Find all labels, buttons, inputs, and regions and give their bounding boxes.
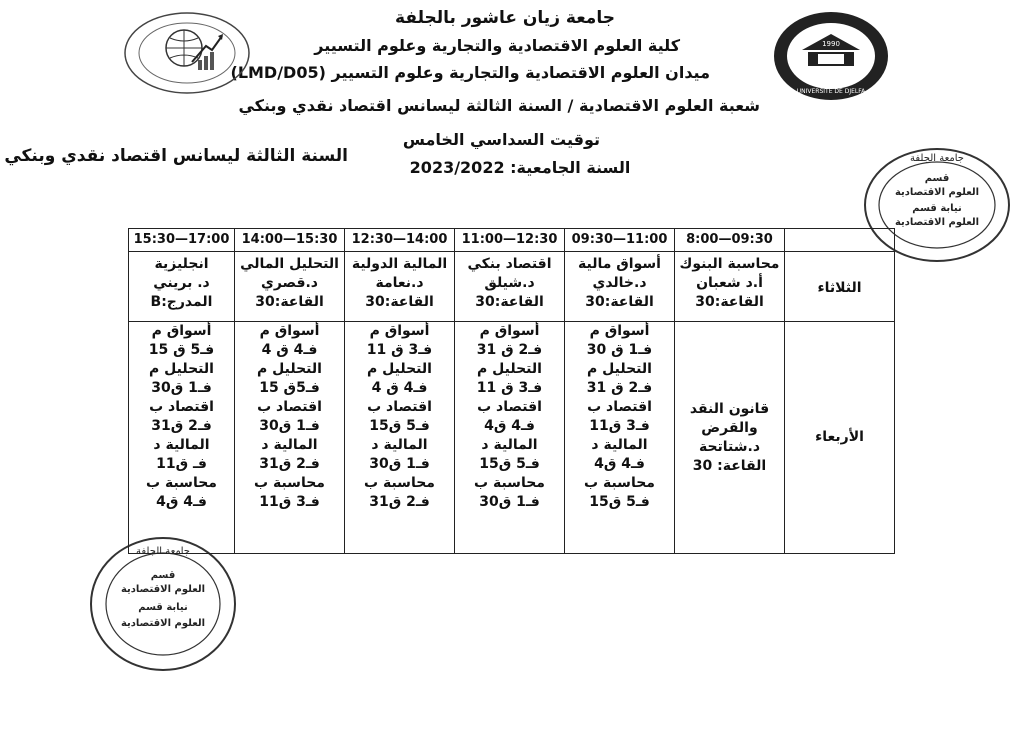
svg-text:العلوم الاقتصادية: العلوم الاقتصادية <box>120 584 206 595</box>
class-cell: محاسبة البنوك أ.د شعبان القاعة:30 <box>675 252 785 322</box>
class-cell-fixed: قانون النقد والقرض د.شتاتحة القاعة: 30 <box>675 322 785 554</box>
time-slot: 15:30—14:00 <box>235 229 345 252</box>
class-cell: التحليل المالي د.قصري القاعة:30 <box>235 252 345 322</box>
schedule-table <box>128 228 895 554</box>
svg-text:نيابة قسم: نيابة قسم <box>912 203 962 214</box>
svg-text:جامعة الجلفة: جامعة الجلفة <box>136 546 190 557</box>
seal-caption: UNIVERSITÉ DE DJELFA <box>796 88 866 95</box>
svg-text:العلوم الاقتصادية: العلوم الاقتصادية <box>894 187 980 198</box>
group-rotation-cell: أسواق م فـ4 ق 4 التحليل م فـ5ق 15 اقتصاد ب فـ1 ق30 المالية د فـ2 ق31 محاسبة ب فـ3 ق11 <box>235 322 345 554</box>
academic-year: السنة الجامعية: 2023/2022 <box>409 158 631 177</box>
department-stamp-left <box>88 534 238 674</box>
time-slot: 12:30—11:00 <box>455 229 565 252</box>
university-seal-logo <box>772 10 890 102</box>
university-name: جامعة زيان عاشور بالجلفة <box>395 8 615 28</box>
svg-text:قسم: قسم <box>150 570 176 581</box>
time-slot: 17:00—15:30 <box>129 229 235 252</box>
schedule-title: توقيت السداسي الخامس <box>402 130 600 149</box>
day-wednesday: الأربعاء <box>785 322 895 554</box>
day-tuesday: الثلاثاء <box>785 252 895 322</box>
svg-text:العلوم الاقتصادية: العلوم الاقتصادية <box>120 618 206 629</box>
time-slot: 09:30—8:00 <box>675 229 785 252</box>
svg-text:جامعة الجلفة: جامعة الجلفة <box>910 153 964 164</box>
group-rotation-cell: أسواق م فـ5 ق 15 التحليل م فـ1 ق30 اقتصاد ب فـ2 ق31 المالية د فـ ق11 محاسبة ب فـ4 ق4 <box>129 322 235 554</box>
faculty-name: كلية العلوم الاقتصادية والتجارية وعلوم التسيير <box>314 36 680 55</box>
svg-text:العلوم الاقتصادية: العلوم الاقتصادية <box>894 217 980 228</box>
class-cell: انجليزية د. بريني المدرج:B <box>129 252 235 322</box>
domain-line: ميدان العلوم الاقتصادية والتجارية وعلوم التسيير (LMD/D05) <box>230 63 710 82</box>
side-title: السنة الثالثة ليسانس اقتصاد نقدي وبنكي <box>4 146 348 166</box>
corner-cell <box>785 229 895 252</box>
class-cell: أسواق مالية د.خالدي القاعة:30 <box>565 252 675 322</box>
faculty-logo <box>122 10 252 96</box>
svg-text:نيابة قسم: نيابة قسم <box>138 602 188 613</box>
group-rotation-cell: أسواق م فـ1 ق 30 التحليل م فـ2 ق 31 اقتصاد ب فـ3 ق11 المالية د فـ4 ق4 محاسبة ب فـ5 ق15 <box>565 322 675 554</box>
seal-year: 1990 <box>822 40 840 48</box>
class-cell: اقتصاد بنكي د.شيلق القاعة:30 <box>455 252 565 322</box>
time-slot: 11:00—09:30 <box>565 229 675 252</box>
branch-line: شعبة العلوم الاقتصادية / السنة الثالثة ليسانس اقتصاد نقدي وبنكي <box>238 96 760 115</box>
time-slot: 14:00—12:30 <box>345 229 455 252</box>
group-rotation-cell: أسواق م فـ2 ق 31 التحليل م فـ3 ق 11 اقتصاد ب فـ4 ق4 المالية د فـ5 ق15 محاسبة ب فـ1 ق30 <box>455 322 565 554</box>
group-rotation-cell: أسواق م فـ3 ق 11 التحليل م فـ4 ق 4 اقتصاد ب فـ5 ق15 المالية د فـ1 ق30 محاسبة ب فـ2 ق31 <box>345 322 455 554</box>
class-cell: المالية الدولية د.نعامة القاعة:30 <box>345 252 455 322</box>
svg-text:قسم: قسم <box>924 173 950 184</box>
